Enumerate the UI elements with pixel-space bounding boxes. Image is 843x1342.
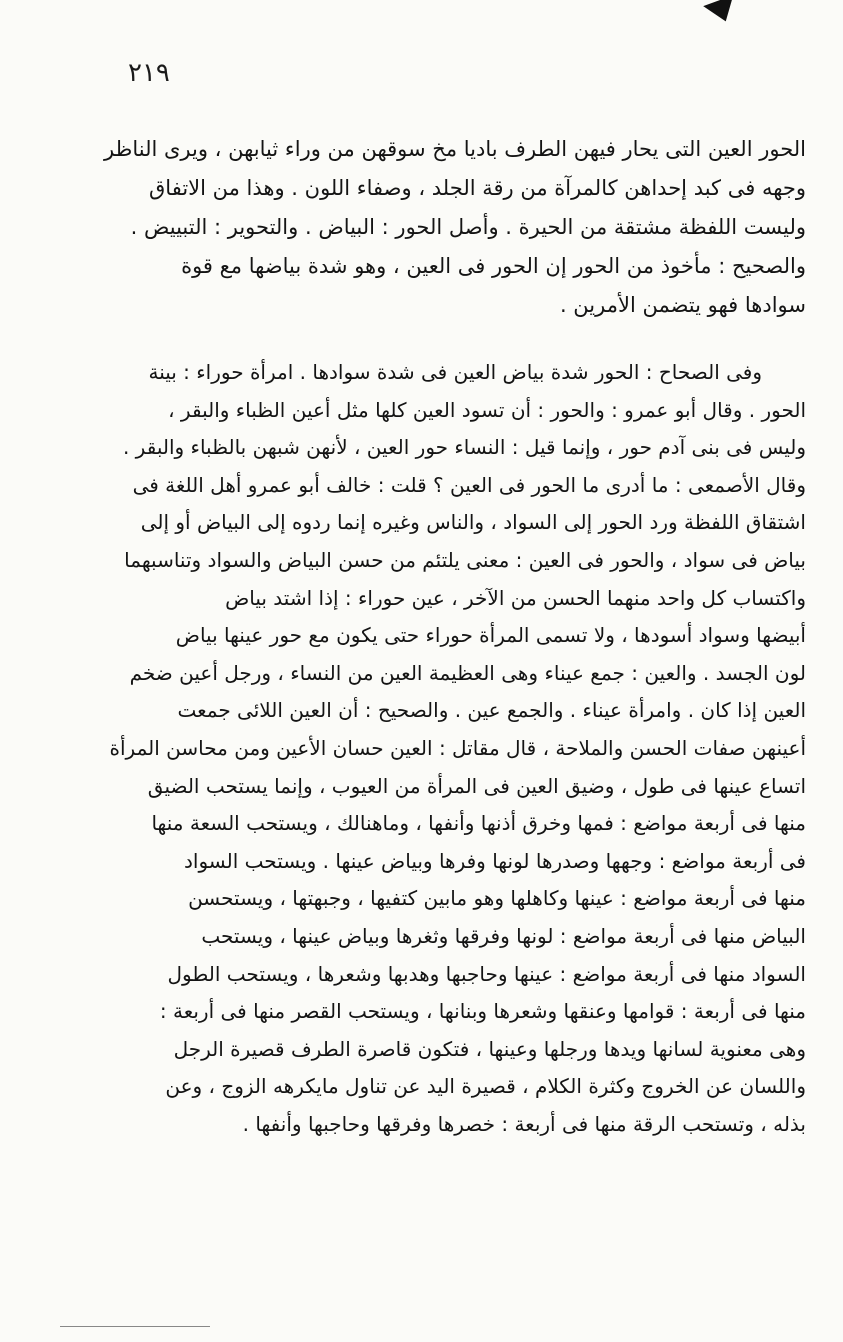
text-line: البياض منها فى أربعة مواضع : لونها وفرقها وثغرها وبياض عينها ، ويستحب — [201, 923, 806, 948]
text-line: أبيضها وسواد أسودها ، ولا تسمى المرأة حوراء حتى يكون مع حور عينها بياض — [175, 623, 806, 648]
text-line: اشتقاق اللفظة ورد الحور إلى السواد ، والناس وغيره إنما ردوه إلى البياض أو إلى — [140, 510, 806, 535]
text-line: أعينهن صفات الحسن والملاحة ، قال مقاتل : العين حسان الأعين ومن محاسن المرأة — [109, 735, 806, 760]
text-line: وهى معنوية لسانها ويدها ورجلها وعينها ، فتكون قاصرة الطرف قصيرة الرجل — [173, 1036, 806, 1061]
text-line: منها فى أربعة مواضع : عينها وكاهلها وهو مابين كتفيها ، وجبهتها ، ويستحسن — [188, 886, 806, 911]
text-line: وليست اللفظة مشتقة من الحيرة . وأصل الحور : البياض . والتحوير : التبييض . — [130, 215, 806, 239]
text-line: وفى الصحاح : الحور شدة بياض العين فى شدة سوادها . امرأة حوراء : بينة — [148, 360, 762, 384]
text-line: سوادها فهو يتضمن الأمرين . — [559, 293, 806, 317]
text-line: بذله ، وتستحب الرقة منها فى أربعة : خصرها وفرقها وحاجبها وأنفها . — [242, 1111, 806, 1136]
text-line: والصحيح : مأخوذ من الحور إن الحور فى العين ، وهو شدة بياضها مع قوة — [181, 254, 806, 278]
text-line: السواد منها فى أربعة مواضع : عينها وحاجبها وهدبها وشعرها ، ويستحب الطول — [167, 961, 806, 986]
bottom-divider — [60, 1326, 210, 1327]
paragraph-1 — [66, 130, 806, 325]
page-number: ٢١٩ — [128, 58, 170, 88]
text-line: وليس فى بنى آدم حور ، وإنما قيل : النساء حور العين ، لأنهن شبهن بالظباء والبقر . — [122, 435, 806, 460]
text-line: العين إذا كان . وامرأة عيناء . والجمع عين . والصحيح : أن العين اللائى جمعت — [177, 698, 806, 723]
text-line: فى أربعة مواضع : وجهها وصدرها لونها وفرها وبياض عينها . ويستحب السواد — [184, 848, 806, 873]
text-line: منها فى أربعة : قوامها وعنقها وشعرها وبنانها ، ويستحب القصر منها فى أربعة : — [159, 999, 806, 1024]
text-line: الحور . وقال أبو عمرو : والحور : أن تسود العين كلها مثل أعين الظباء والبقر ، — [168, 397, 806, 422]
text-line: واللسان عن الخروج وكثرة الكلام ، قصيرة اليد عن تناول مايكرهه الزوج ، وعن — [165, 1074, 806, 1099]
text-line: واكتساب كل واحد منهما الحسن من الآخر ، عين حوراء : إذا اشتد بياض — [225, 585, 806, 610]
text-line: لون الجسد . والعين : جمع عيناء وهى العظيمة العين من النساء ، ورجل أعين ضخم — [129, 660, 806, 685]
text-line: وقال الأصمعى : ما أدرى ما الحور فى العين ؟ قلت : خالف أبو عمرو أهل اللغة فى — [132, 472, 806, 497]
text-line: وجهه فى كبد إحداهن كالمرآة من رقة الجلد ، وصفاء اللون . وهذا من الاتفاق — [149, 176, 806, 200]
text-line: بياض فى سواد ، والحور فى العين : معنى يلتئم من حسن البياض والسواد وتناسبهما — [124, 547, 806, 572]
text-line: الحور العين التى يحار فيهن الطرف باديا مخ سوقهن من وراء ثيابهن ، ويرى الناظر — [104, 137, 806, 161]
text-line: منها فى أربعة مواضع : فمها وخرق أذنها وأنفها ، وماهنالك ، ويستحب السعة منها — [151, 811, 806, 836]
text-line: اتساع عينها فى طول ، وضيق العين فى المرأة من العيوب ، وإنما يستحب الضيق — [147, 773, 806, 798]
corner-arrow-mark — [703, 0, 741, 27]
paragraph-2 — [66, 354, 806, 1143]
